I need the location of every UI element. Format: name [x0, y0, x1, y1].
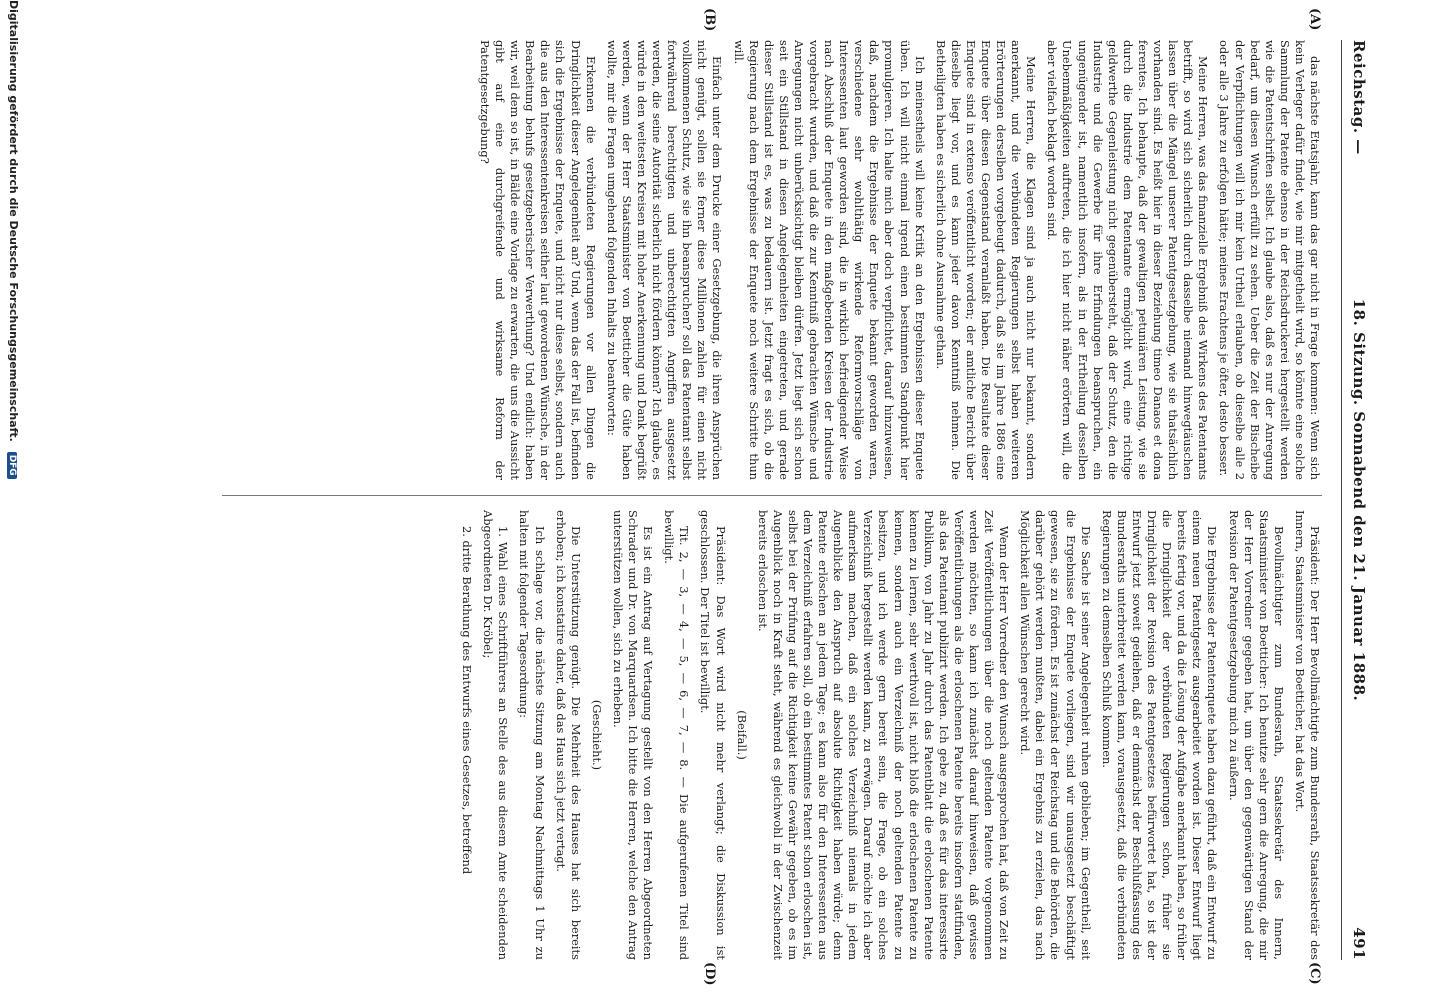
agenda-item: 1. Wahl eines Schriftführers an Stelle des aus diesem Amte scheidenden Abgeordneten Dr. Kröbel;: [481, 510, 511, 960]
page-header: [1341, 40, 1372, 960]
paragraph: Die Ergebnisse der Patentenquete haben dazu geführt, daß ein Entwurf zu einem neuen Patentgesetz ausgearbeitet worden ist. Dieser Entwurf liegt bereits fertig vor, und da die Lösung der Aufgabe anerkannt haben, so früher die Dringlichkeit der verbündeten Regierungen schon, früher sie Dringlichkeit der Revision des Patentgesetzes befürwortet hat, so ist der Entwurf jetzt soweit gediehen, daß er demnächst der Beschlußfassung des Bundesraths unterbreitet werden kann, vorausgesetzt, daß die verbündeten Regierungen zu demselben Schluß kommen.: [1099, 510, 1220, 960]
page-number: 491: [1350, 927, 1368, 960]
header-left: Reichstag. —: [1350, 40, 1368, 155]
paragraph: Tit. 2, — 3, — 4, — 5, — 6, — 7, — 8. — Die aufgerufenen Titel sind bewilligt.: [662, 510, 692, 960]
right-column: [212, 510, 1322, 960]
applause-note: (Beifall.): [734, 710, 749, 760]
paragraph: Ich schlage vor, die nächste Sitzung am Montag Nachmittags 1 Uhr zu halten mit folgender Tagesordnung:: [517, 510, 547, 960]
paragraph: Meine Herren, die Klagen sind ja auch nicht nur bekannt, sondern anerkannt, und die verbündeten Regierungen selbst haben weiteren Erörterungen derselben vorgebeugt dadurch, daß sie im Jahre 1886 eine Enquete über diesen Gegenstand veranlaßt haben. Die Resultate dieser Enquete sind in extenso veröffentlicht worden; der amtliche Bericht über dieselbe liegt vor, und es kann jeder davon Kenntniß nehmen. Die Betheiligten haben es sicherlich ohne Ausnahme gethan.: [933, 40, 1039, 480]
paragraph: Meine Herren, was das finanzielle Ergebniß des Wirkens des Patentamts betrifft, so wird sich sicherlich durch dasselbe niemand hinwegtäuschen lassen über die Mängel unserer Patentgesetzgebung, wie sie thatsächlich vorhanden sind. Es heißt hier in dieser Beziehung timeo Danaos et dona ferentes. Ich behaupte, daß der gewaltigen petuniären Leistung, wie sie durch die Industrie dem Patentamte ermöglicht wird, eine richtige geldwerthe Gegenleistung nicht gegenübersteht, daß der Schutz, den die Industrie und die Gewerbe für ihre Erfindungen beanspruchen, ein ungenügender ist, namentlich insofern, als in der Ertheilung desselben Unebenmäßigkeiten auftreten, die ich hier nicht näher erörtern will, die aber vielfach beklagt worden sind.: [1045, 40, 1211, 480]
paragraph: Wenn der Herr Vorredner den Wunsch ausgesprochen hat, daß von Zeit zu Zeit Veröffentlichungen über die noch geltenden Patente vorgenommen werden möchten, so kann ich zunächst darauf hinweisen, daß gewisse Veröffentlichungen als die erloschenen Patente bereits insofern stattfinden, als das Patentamt publizirt werden. Ich gebe zu, daß es für das interessirte Publikum, von Jahr zu Jahr durch das Patentblatt die erloschenen Patente kennen zu lernen, sehr werthvoll ist, nicht bloß die erloschenen Patente zu kennen, sondern auch ein Verzeichniß der noch geltenden Patente zu besitzen, und ich werde gern bereit sein, die Frage, ob ein solches Verzeichniß hergestellt werden kann, zu erwägen. Darauf möchte ich aber aufmerksam machen, daß ein solches Verzeichniß niemals in jedem Augenblicke den Anspruch auf absolute Richtigkeit haben würde; denn Patente erlöschen an jedem Tage; es kann also für den Interessenten aus dem Verzeichniß erfahren soll, ob ein bestimmtes Patent schon erloschen ist, selbst bei der Prüfung auf die Richtigkeit keine Gewähr gegeben, ob es im Augenblick noch in Kraft steht, während es gleichwohl in der Zwischenzeit bereits erloschen ist.: [755, 510, 1012, 960]
dfg-logo: DFG: [7, 452, 17, 479]
margin-mark-b: (B): [702, 8, 717, 32]
speaker-intro: Präsident: Der Herr Bevollmächtigte zum Bundesrath, Staatssekretär des Innern, Staatsminister von Boetticher, hat das Wort.: [1292, 510, 1322, 960]
digitization-footer: [2, 0, 20, 1000]
paragraph: Erkennen die verbündeten Regierungen vor allen Dingen die Dringlichkeit dieser Angelegenheit an? Und, wenn das der Fall ist, befinden sich die Ergebnisse der Enquete, und nicht nur diese selbst, sondern auch die aus den Interessentenkreisen seither laut gewordenen Wünsche, in der Bearbeitung behufs gesetzgeberischer Verwerthung? Und endlich: haben wir, weil dem so ist, in Bälde eine Vorlage zu erwarten, die uns die Aussicht gibt auf eine durchgreifende und wirksame Reform der Patentgesetzgebung?: [478, 40, 598, 480]
margin-mark-c: (C): [1307, 962, 1322, 985]
header-title: 18. Sitzung. Sonnabend den 21. Januar 1888.: [1350, 298, 1368, 702]
agenda-item: 2. dritte Berathung des Entwurfs eines Gesetzes, betreffend: [460, 526, 475, 875]
margin-mark-d: (D): [702, 962, 717, 986]
paragraph: Bevollmächtigter zum Bundesrath, Staatssekretär des Innern, Staatsminister von Boetticher: Ich benutze sehr gern die Anregung, die mir der Herr Vorredner gegeben hat, um über den gegenwärtigen Stand der Revision der Patentgesetzgebung mich zu äußern.: [1226, 510, 1286, 960]
paragraph: Die Sache ist seiner Angelegenheit ruhen geblieben; im Gegentheil, seit die Ergebnisse der Enquete vorliegen, sind wir unausgesetzt beschäftigt gewesen, sie zu fördern. Es ist zunächst der Reichstag und die Behörden, die darüber gehört werden mußten, dabei ein Ergebnis zu erzielen, das nach Möglichkeit allen Wünschen gerecht wird.: [1018, 510, 1093, 960]
paragraph: Präsident: Das Wort wird nicht mehr verlangt; die Diskussion ist geschlossen. Der Titel ist bewilligt.: [698, 510, 728, 960]
paragraph: Die Unterstützung genügt. Die Mehrheit des Hauses hat sich bereits erhoben; ich konstatire daher, daß das Haus sich jetzt vertagt.: [553, 510, 583, 960]
paragraph: das nächste Etatsjahr, kann das gar nicht in Frage kommen: Wenn sich kein Verleger dafür findet, wie mir mitgetheilt wird, so könnte eine solche Sammlung der Patente ebenso in der Reichsdruckerei hergestellt werden wie die Patentschriften selbst. Ich glaube also, daß es nur der Anregung bedarf, um diesen Wunsch erfüllt zu sehen. Ueber die Zeit der Bischeibe der Verpflichtungen will ich mir kein Urtheil erlauben, ob dieselbe alle 2 oder alle 3 Jahre zu erfolgen hätte; meines Erachtens je öfter, desto besser.: [1217, 40, 1322, 480]
footer-text: Digitalisierung gefördert durch die Deutsche Forschungsgemeinschaft.: [7, 0, 20, 442]
column-divider: [222, 495, 1322, 496]
left-column: [212, 40, 1322, 480]
paragraph: Einfach unter dem Drucke einer Gesetzgebung, die ihren Ansprüchen nicht genügt, sollen sie ferner diese Millionen zahlen für einen nicht vollkommenen Schutz, wie sie ihn beanspruchen? soll das Patentamt selbst fortwährend berechtigten und unberechtigten Angriffen ausgesetzt werden, die seine Autorität sicherlich nicht fördern können? Ich glaube, es würde in den weitesten Kreisen mit hoher Anerkennung und Dank begrüßt werden, wenn der Herr Staatsminister von Boetticher die Güte haben wollte, mir die Fragen umgehend folgenden Inhalts zu beantworten:: [604, 40, 725, 480]
paragraph: Es ist ein Antrag auf Vertagung gestellt von den Herren Abgeordneten Schrader und Dr. von Marquardsen. Ich bitte die Herren, welche den Antrag unterstützen wollen, sich zu erheben.: [610, 510, 656, 960]
paragraph: Ich meinestheils will keine Kritik an den Ergebnissen dieser Enquete üben. Ich will nicht einmal irgend einen bestimmten Standpunkt hier promulgieren. Ich halte mich aber doch verpflichtet, darauf hinzuweisen, daß, nachdem die Ergebnisse der Enquete bekannt geworden waren, verschiedene sehr wohlthätig wirkende Reformvorschläge von Interessenten laut geworden sind, die in wirklich befriedigender Weise nach Abschluß der Enquete in den maßgebenden Kreisen der Industrie vorgebracht wurden, und daß die zur Kenntniß gebrachten Wünsche und Anregungen nicht unberücksichtigt bleiben dürfen. Jetzt liegt sich schon seit ein Stillstand in diesen Angelegenheiten eingetreten, und gerade dieser Stillstand ist es, was zu bedauern ist. Jetzt fragt es sich, ob die Regierung nach dem Ergebnisse der Enquete noch weitere Schritte thun will.: [731, 40, 927, 480]
margin-mark-a: (A): [1307, 8, 1322, 31]
stage-note: (Geschieht.): [589, 699, 604, 771]
